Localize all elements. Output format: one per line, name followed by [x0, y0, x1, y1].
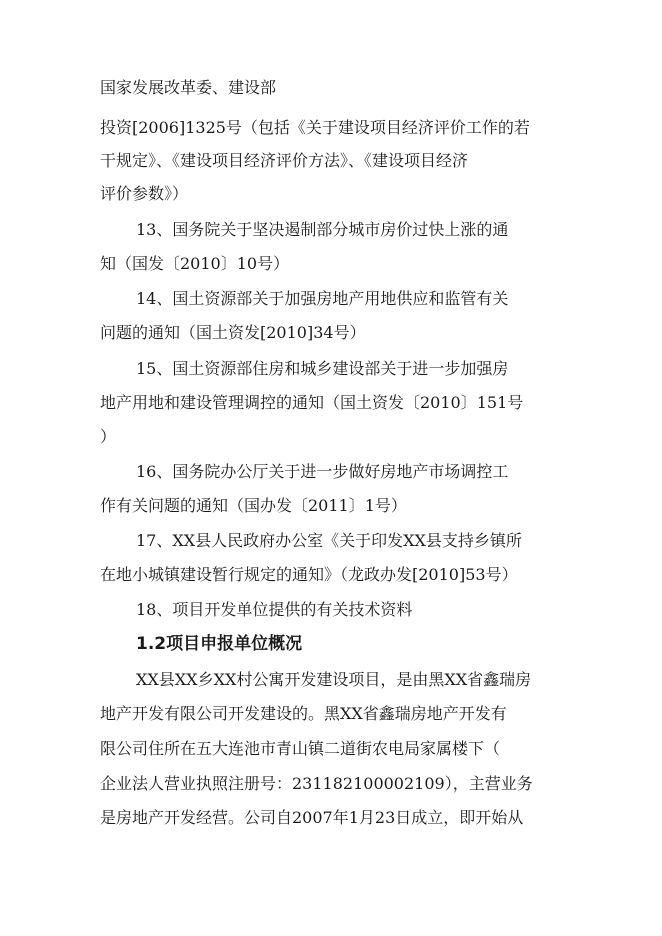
text-line: ） [100, 427, 117, 446]
reference-item-13: 13、国务院关于坚决遏制部分城市房价过快上涨的通 [136, 220, 509, 239]
paragraph-line: 地产开发有限公司开发建设的。黑XX省鑫瑞房地产开发有 [100, 704, 507, 723]
text-line: 国家发展改革委、建设部 [100, 78, 277, 97]
text-line: 问题的通知（国土资发[2010]34号） [100, 323, 366, 342]
reference-item-15: 15、国土资源部住房和城乡建设部关于进一步加强房 [136, 359, 509, 378]
text-line: 作有关问题的通知（国办发〔2011〕1号） [100, 496, 407, 515]
text-line: 在地小城镇建设暂行规定的通知》（龙政办发[2010]53号） [100, 565, 518, 584]
section-heading: 1.2项目申报单位概况 [136, 634, 303, 654]
reference-item-14: 14、国土资源部关于加强房地产用地供应和监管有关 [136, 289, 509, 308]
paragraph-line: 是房地产开发经营。公司自2007年1月23日成立，即开始从 [100, 808, 524, 827]
paragraph-line: 限公司住所在五大连池市青山镇二道街农电局家属楼下（ [100, 739, 501, 758]
reference-item-18: 18、项目开发单位提供的有关技术资料 [136, 600, 413, 619]
text-line: 地产用地和建设管理调控的通知（国土资发〔2010〕151号 [100, 393, 524, 412]
text-line: 干规定》、《建设项目经济评价方法》、《建设项目经济 [100, 151, 469, 170]
paragraph-line: 企业法人营业执照注册号：231182100002109），主营业务 [100, 774, 533, 793]
reference-item-16: 16、国务院办公厅关于进一步做好房地产市场调控工 [136, 462, 509, 481]
reference-item-17: 17、XX县人民政府办公室《关于印发XX县支持乡镇所 [136, 531, 522, 550]
text-line: 评价参数》） [100, 184, 189, 203]
text-line: 知（国发〔2010〕10号） [100, 254, 290, 273]
paragraph-line: XX县XX乡XX村公寓开发建设项目，是由黑XX省鑫瑞房 [136, 670, 532, 689]
text-line: 投资[2006]1325号（包括《关于建设项目经济评价工作的若 [100, 118, 530, 137]
